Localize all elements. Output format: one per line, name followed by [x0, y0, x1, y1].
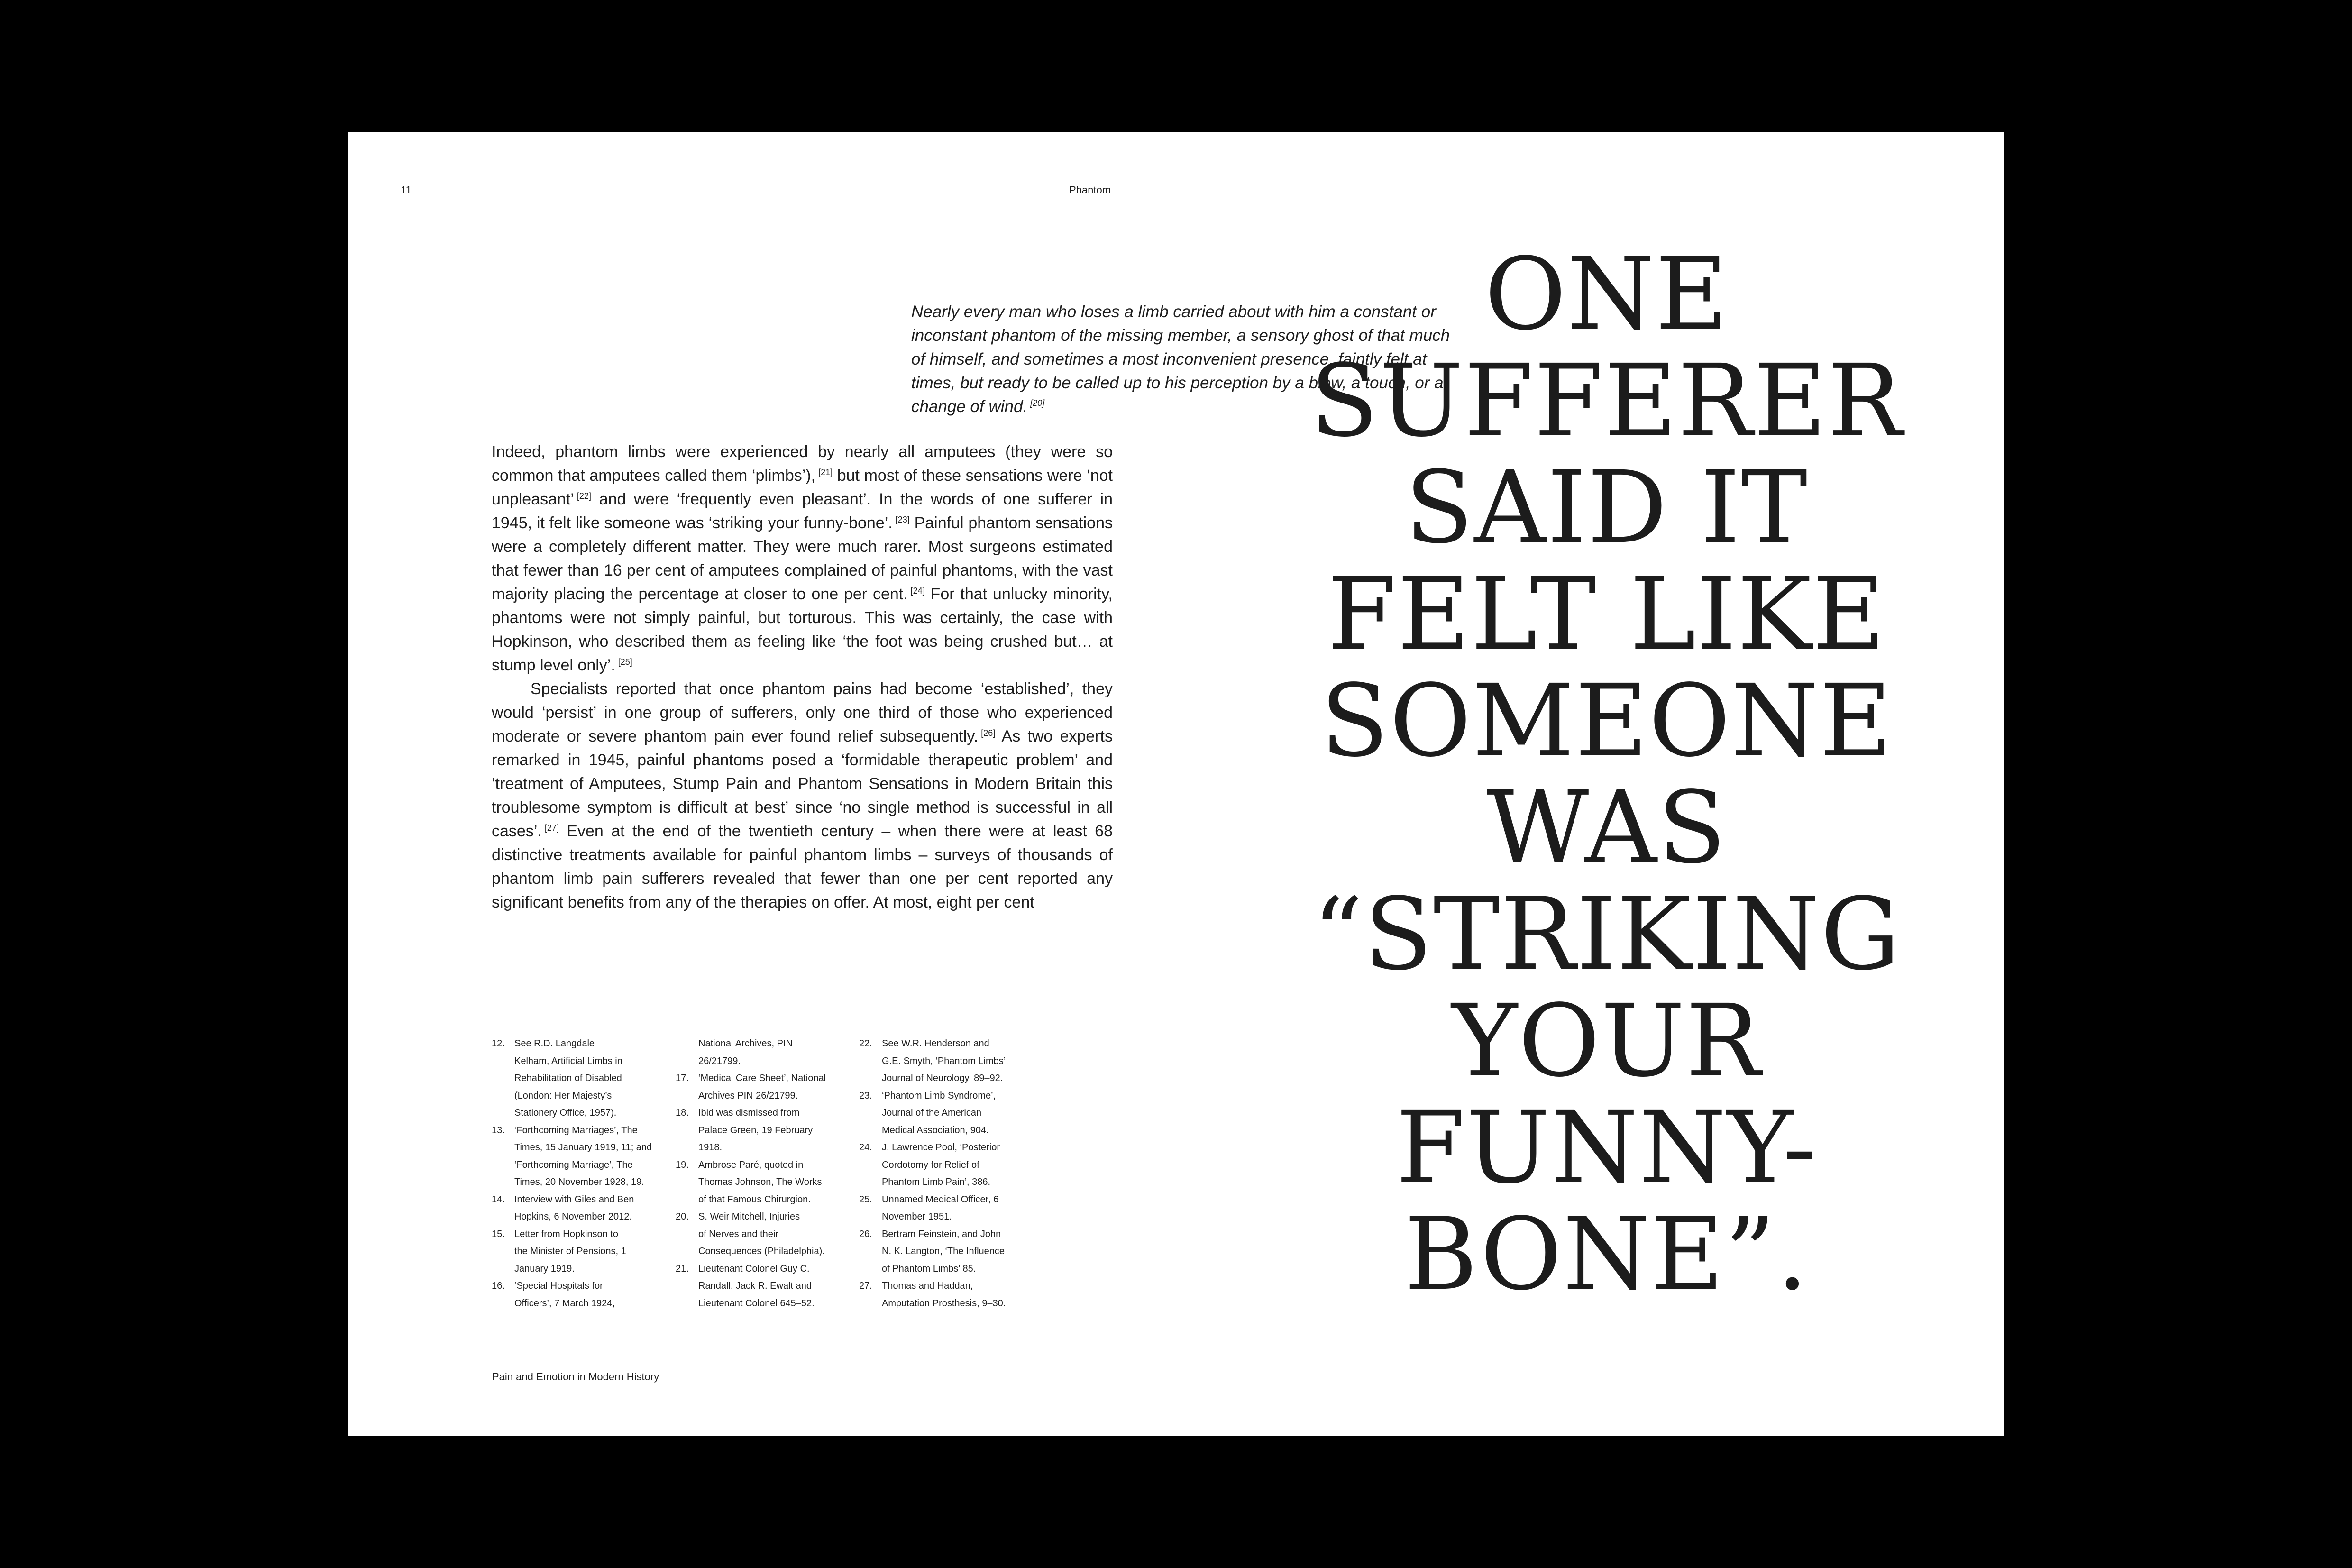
pull-quote-line: SAID IT	[1405, 449, 1809, 566]
footnote-text: Consequences (Philadelphia).	[698, 1246, 825, 1256]
footnote-line	[492, 1277, 642, 1295]
footnote-number	[859, 1208, 882, 1226]
footnote-number	[676, 1122, 698, 1139]
footnote-number	[492, 1295, 514, 1312]
footnote-number: 25.	[859, 1194, 872, 1205]
footnote-text: Letter from Hopkinson to	[514, 1229, 618, 1239]
footnote-text: ‘Phantom Limb Syndrome’,	[882, 1090, 996, 1101]
footnote-line	[676, 1104, 826, 1122]
footnote-text: Phantom Limb Pain’, 386.	[882, 1177, 991, 1187]
footnote-ref: [24]	[910, 586, 925, 596]
footnote-number	[492, 1156, 514, 1174]
footnote-number	[492, 1139, 514, 1156]
footnote-number	[676, 1295, 698, 1312]
footnote-number: 18.	[676, 1108, 689, 1118]
footnote-ref: [26]	[981, 728, 996, 738]
footnote-number	[859, 1260, 882, 1278]
footnote-number	[492, 1104, 514, 1122]
footnote-line	[859, 1191, 1010, 1209]
footnote-text: Officers’, 7 March 1924,	[514, 1298, 615, 1309]
footnote-text: Medical Association, 904.	[882, 1125, 989, 1136]
footnote-text: of Phantom Limbs’ 85.	[882, 1263, 976, 1274]
footnote-line	[859, 1122, 1010, 1139]
pull-quote	[1210, 236, 2004, 1312]
pull-quote-line: FELT LIKE	[1327, 556, 1886, 672]
footnote-line	[492, 1295, 642, 1312]
pull-quote-line: FUNNY-	[1396, 1090, 1818, 1206]
footnote-text: Rehabilitation of Disabled	[514, 1073, 622, 1083]
footnote-line	[676, 1087, 826, 1105]
footnote-text: the Minister of Pensions, 1	[514, 1246, 626, 1256]
footnote-line	[492, 1260, 642, 1278]
footnote-line	[492, 1122, 642, 1139]
paragraph-2	[492, 677, 1113, 914]
footnote-number	[859, 1243, 882, 1260]
footnote-text: Thomas and Haddan,	[882, 1281, 973, 1291]
footnote-line	[859, 1053, 1010, 1070]
footnote-line	[492, 1191, 642, 1209]
footnote-number	[676, 1243, 698, 1260]
sentence: Painful phantom sensations were a completely different matter. They were much rarer. Most surgeons estimated that fewer than 16 per cent of amputees complained of painful phantoms, with the vast majority placing the percentage at closer to one per cent.	[492, 514, 1113, 603]
footnote-text: (London: Her Majesty’s	[514, 1090, 612, 1101]
footnote-number	[492, 1174, 514, 1191]
footnote-number	[492, 1087, 514, 1105]
footnote-line	[676, 1260, 826, 1278]
footnote-line	[676, 1035, 826, 1053]
footnote-number	[676, 1087, 698, 1105]
footnote-ref: [21]	[818, 467, 833, 477]
footnote-line	[859, 1104, 1010, 1122]
footnote-number: 20.	[676, 1211, 689, 1222]
footnote-line	[492, 1174, 642, 1191]
footnote-text: Lieutenant Colonel 645–52.	[698, 1298, 815, 1309]
footnote-line	[859, 1226, 1010, 1243]
footnote-text: Ambrose Paré, quoted in	[698, 1159, 804, 1170]
footnote-text: of Nerves and their	[698, 1229, 778, 1239]
footnote-text: S. Weir Mitchell, Injuries	[698, 1211, 800, 1222]
footnote-line	[676, 1122, 826, 1139]
footnote-line	[676, 1174, 826, 1191]
footnote-ref: [22]	[577, 491, 591, 501]
footnote-line	[492, 1226, 642, 1243]
footnote-number	[859, 1104, 882, 1122]
footnote-line	[676, 1053, 826, 1070]
body-text	[492, 440, 1113, 914]
footnote-text: J. Lawrence Pool, ‘Posterior	[882, 1142, 1000, 1153]
footnote-text: Randall, Jack R. Ewalt and	[698, 1281, 812, 1291]
footnote-line	[676, 1243, 826, 1260]
footnote-ref: [27]	[544, 823, 559, 833]
book-title-footer: Pain and Emotion in Modern History	[492, 1371, 659, 1383]
footnote-number	[492, 1053, 514, 1070]
footnote-line	[492, 1139, 652, 1156]
footnote-text: Palace Green, 19 February	[698, 1125, 813, 1136]
sentence: Indeed, phantom limbs were experienced by nearly all amputees (they were so common that amputees called them ‘plimbs’),	[492, 443, 1113, 485]
footnote-line	[492, 1070, 642, 1087]
footnote-line	[676, 1277, 826, 1295]
footnote-ref: [25]	[618, 657, 632, 667]
footnote-text: Times, 20 November 1928, 19.	[514, 1177, 644, 1187]
footnote-text: Ibid was dismissed from	[698, 1108, 800, 1118]
footnote-number: 22.	[859, 1038, 872, 1049]
footnote-text: G.E. Smyth, ‘Phantom Limbs’,	[882, 1055, 1008, 1066]
footnote-line	[859, 1243, 1010, 1260]
footnote-number	[859, 1156, 882, 1174]
footnote-line	[859, 1139, 1010, 1156]
book-spread	[348, 132, 2004, 1436]
sentence: Specialists reported that once phantom pains had become ‘established’, they would ‘persist’ in one group of sufferers, only one third of those who experienced moderate or severe phantom pain ever found relief subsequently.	[492, 680, 1113, 745]
footnote-number: 12.	[492, 1038, 505, 1049]
footnote-number	[676, 1226, 698, 1243]
footnote-text: 26/21799.	[698, 1055, 741, 1066]
footnote-number	[859, 1122, 882, 1139]
page-number: 11	[401, 184, 412, 196]
footnotes-column-3	[859, 1035, 1010, 1312]
footnote-line	[859, 1035, 1010, 1053]
footnote-text: N. K. Langton, ‘The Influence	[882, 1246, 1005, 1256]
footnote-text: Archives PIN 26/21799.	[698, 1090, 798, 1101]
footnote-text: Interview with Giles and Ben	[514, 1194, 634, 1205]
footnote-number	[492, 1208, 514, 1226]
footnote-number: 14.	[492, 1194, 505, 1205]
footnote-line	[492, 1156, 642, 1174]
footnote-text: Kelham, Artificial Limbs in	[514, 1055, 622, 1066]
footnote-number	[859, 1053, 882, 1070]
sentence: and were ‘frequently even pleasant’. In the words of one sufferer in 1945, it felt like someone was ‘striking your funny-bone’.	[492, 490, 1113, 532]
footnote-line	[676, 1070, 826, 1087]
footnote-text: November 1951.	[882, 1211, 952, 1222]
footnote-number: 26.	[859, 1229, 872, 1239]
pull-quote-line: YOUR	[1452, 983, 1762, 1099]
footnote-ref: [23]	[895, 514, 910, 524]
footnote-number	[676, 1277, 698, 1295]
footnote-number	[676, 1174, 698, 1191]
block-quote-text: Nearly every man who loses a limb carried about with him a constant or inconstant phantom of the missing member, a sensory ghost of that much of himself, and sometimes a most inconvenient presence, faintly felt at times, but ready to be called up to his perception by a blow, a touch, or a change of wind.	[911, 303, 1450, 416]
footnote-text: Times, 15 January 1919, 11; and	[514, 1142, 652, 1153]
footnote-text: Stationery Office, 1957).	[514, 1108, 617, 1118]
footnote-text: 1918.	[698, 1142, 723, 1153]
footnote-number	[676, 1139, 698, 1156]
footnote-text: Journal of Neurology, 89–92.	[882, 1073, 1003, 1083]
footnote-text: ‘Forthcoming Marriage’, The	[514, 1159, 633, 1170]
footnote-number: 17.	[676, 1073, 689, 1083]
footnote-line	[492, 1035, 642, 1053]
footnote-line	[676, 1295, 826, 1312]
footnote-number: 13.	[492, 1125, 505, 1136]
footnote-line	[859, 1087, 1010, 1105]
footnote-number	[492, 1243, 514, 1260]
footnote-text: See W.R. Henderson and	[882, 1038, 989, 1049]
running-title: Phantom	[1069, 184, 1111, 196]
footnote-line	[676, 1226, 826, 1243]
footnote-number	[492, 1260, 514, 1278]
footnote-line	[859, 1208, 1010, 1226]
sentence: For that unlucky minority, phantoms were not simply painful, but torturous. This was certainly, the case with Hopkinson, who described them as feeling like ‘the foot was being crushed but… at stump level only’.	[492, 585, 1113, 674]
sentence: but most of these sensations were ‘not unpleasant’	[492, 467, 1113, 508]
footnote-text: Unnamed Medical Officer, 6	[882, 1194, 999, 1205]
footnote-line	[492, 1104, 642, 1122]
footnote-line	[859, 1295, 1010, 1312]
footnote-number	[676, 1035, 698, 1053]
pull-quote-line: SOMEONE	[1320, 663, 1893, 779]
footnote-text: Thomas Johnson, The Works	[698, 1177, 822, 1187]
footnote-ref: [20]	[1030, 398, 1045, 408]
footnote-number: 19.	[676, 1159, 689, 1170]
footnotes-column-1	[492, 1035, 652, 1312]
footnote-text: Hopkins, 6 November 2012.	[514, 1211, 632, 1222]
footnote-text: January 1919.	[514, 1263, 575, 1274]
footnote-line	[859, 1260, 1010, 1278]
pull-quote-line: “STRIKING	[1312, 876, 1901, 992]
paragraph-1	[492, 440, 1113, 677]
footnote-text: Journal of the American	[882, 1108, 982, 1118]
footnote-text: Lieutenant Colonel Guy C.	[698, 1263, 810, 1274]
footnote-text: ‘Medical Care Sheet’, National	[698, 1073, 826, 1083]
footnote-line	[859, 1156, 1010, 1174]
footnote-line	[859, 1277, 1010, 1295]
footnote-line	[859, 1174, 1010, 1191]
footnote-number: 24.	[859, 1142, 872, 1153]
footnote-text: Cordotomy for Relief of	[882, 1159, 979, 1170]
footnote-line	[676, 1139, 826, 1156]
footnote-number: 16.	[492, 1281, 505, 1291]
footnote-number	[859, 1070, 882, 1087]
footnote-line	[492, 1208, 642, 1226]
footnote-number	[859, 1295, 882, 1312]
footnote-line	[492, 1087, 642, 1105]
footnote-number: 23.	[859, 1090, 872, 1101]
pull-quote-line: WAS	[1486, 770, 1727, 886]
sentence: As two experts remarked in 1945, painful phantoms posed a ‘formidable therapeutic problem’ and ‘treatment of Amputees, Stump Pain and Phantom Sensations in Modern Britain this troublesome symptom is difficult at best’ since ‘no single method is successful in all cases’.	[492, 727, 1113, 840]
footnote-number	[859, 1174, 882, 1191]
footnote-line	[676, 1208, 826, 1226]
footnote-text: Bertram Feinstein, and John	[882, 1229, 1001, 1239]
footnotes-column-2	[676, 1035, 826, 1312]
footnote-text: National Archives, PIN	[698, 1038, 793, 1049]
sentence: Even at the end of the twentieth century – when there were at least 68 distinctive treatments available for painful phantom limbs – surveys of thousands of phantom limb pain sufferers revealed that fewer than one per cent reported any significant benefits from any of the therapies on offer. At most, eight per cent	[492, 822, 1113, 911]
footnote-text: See R.D. Langdale	[514, 1038, 595, 1049]
pull-quote-line: BONE”.	[1404, 1196, 1809, 1312]
footnote-number	[676, 1053, 698, 1070]
footnote-number: 15.	[492, 1229, 505, 1239]
footnote-number	[676, 1191, 698, 1209]
footnote-line	[676, 1191, 826, 1209]
pull-quote-line: SUFFERER	[1310, 343, 1904, 459]
footnote-number: 27.	[859, 1281, 872, 1291]
footnote-text: of that Famous Chirurgion.	[698, 1194, 811, 1205]
footnote-text: ‘Forthcoming Marriages’, The	[514, 1125, 638, 1136]
pull-quote-line: ONE	[1484, 236, 1729, 352]
footnote-line	[676, 1156, 826, 1174]
footnote-line	[492, 1053, 642, 1070]
footnote-line	[859, 1070, 1010, 1087]
footnote-text: Amputation Prosthesis, 9–30.	[882, 1298, 1006, 1309]
footnote-number: 21.	[676, 1263, 689, 1274]
footnote-line	[492, 1243, 642, 1260]
footnote-text: ‘Special Hospitals for	[514, 1281, 603, 1291]
footnote-number	[492, 1070, 514, 1087]
